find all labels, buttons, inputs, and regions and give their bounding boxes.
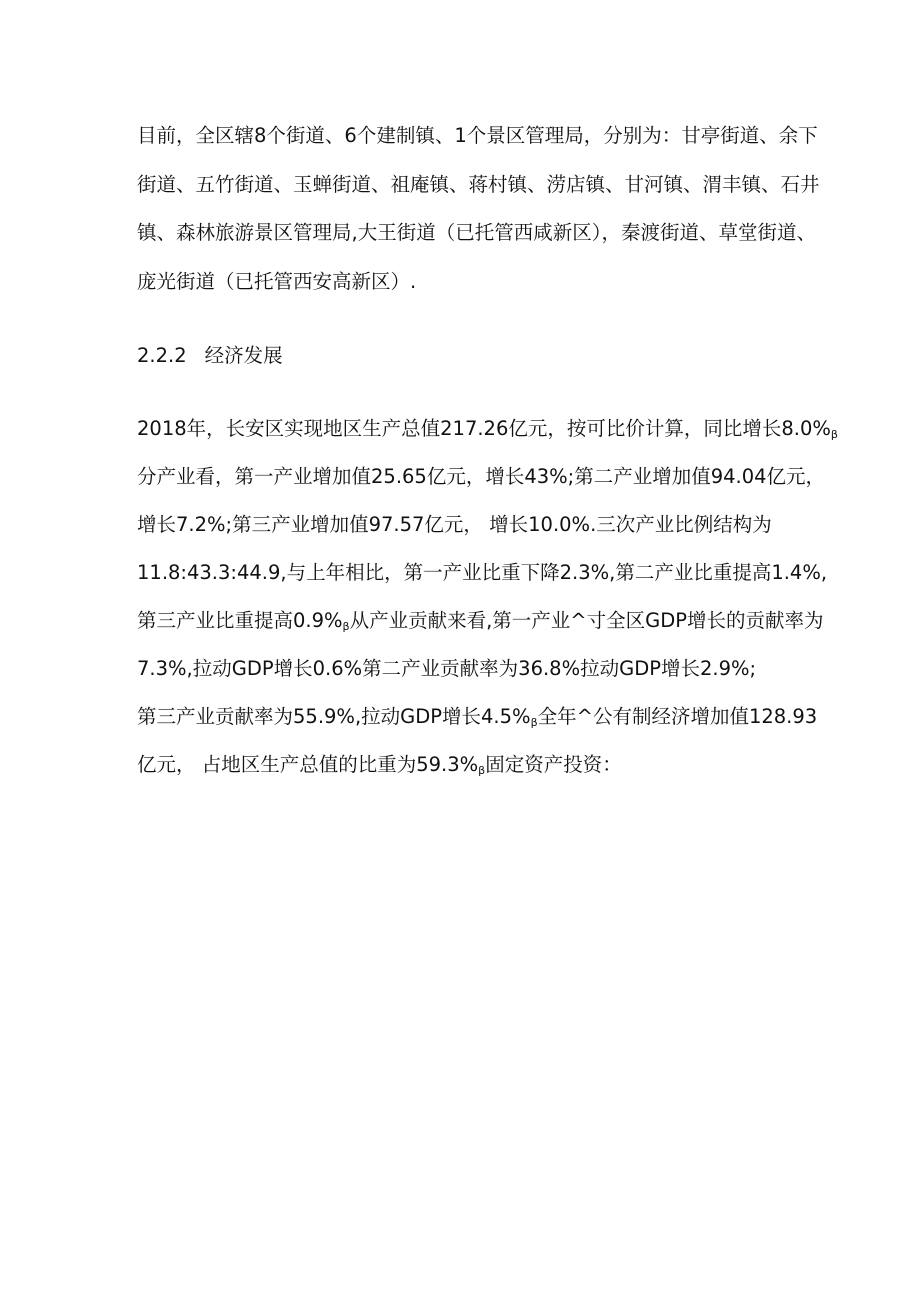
- paragraph-line: 增长7.2%;第三产业增加值97.57亿元， 增长10.0%.三次产业比例结构为: [137, 513, 772, 536]
- line-text: 第三产业贡献率为55.9%,拉动GDP增长4.5%: [137, 705, 531, 728]
- subscript-mark: β: [530, 716, 538, 729]
- line-text: 全年^公有制经济增加值128.93: [537, 705, 818, 728]
- paragraph-line: 分产业看，第一产业增加值25.65亿元，增长43%;第二产业增加值94.04亿元，: [137, 465, 826, 488]
- paragraph-line: 7.3%,拉动GDP增长0.6%第二产业贡献率为36.8%拉动GDP增长2.9%;: [137, 657, 757, 680]
- line-text: 从产业贡献来看,第一产业^寸全区GDP增长的贡献率为: [349, 609, 824, 632]
- paragraph-line: 庞光街道（已托管西安高新区）.: [137, 270, 417, 293]
- line-text: 固定资产投资：: [485, 753, 622, 776]
- paragraph-line: 街道、五竹街道、玉蝉街道、祖庵镇、蒋村镇、涝店镇、甘河镇、渭丰镇、石井: [137, 173, 820, 196]
- section-title: 经济发展: [204, 344, 283, 367]
- paragraph-line: [137, 704, 817, 736]
- section-heading: [137, 343, 283, 369]
- line-text: 2018年，长安区实现地区生产总值217.26亿元，按可比价计算，同比增长8.0%: [137, 417, 831, 440]
- paragraph-line: 目前，全区辖8个街道、6个建制镇、1个景区管理局，分别为：甘亭街道、余下: [137, 124, 818, 147]
- line-text: 第三产业比重提高0.9%: [137, 609, 343, 632]
- paragraph-line: [137, 752, 622, 784]
- paragraph-line: [137, 608, 824, 640]
- subscript-mark: β: [342, 620, 350, 633]
- subscript-mark: β: [830, 428, 838, 441]
- section-number: 2.2.2: [137, 344, 187, 367]
- paragraph-line: [137, 416, 838, 448]
- paragraph-line: 11.8:43.3:44.9,与上年相比，第一产业比重下降2.3%,第二产业比重提高1.4%,: [137, 561, 828, 584]
- line-text: 亿元， 占地区生产总值的比重为59.3%: [137, 753, 479, 776]
- subscript-mark: β: [478, 764, 486, 777]
- paragraph-line: 镇、森林旅游景区管理局,大王街道（已托管西咸新区），秦渡街道、草堂街道、: [137, 221, 816, 244]
